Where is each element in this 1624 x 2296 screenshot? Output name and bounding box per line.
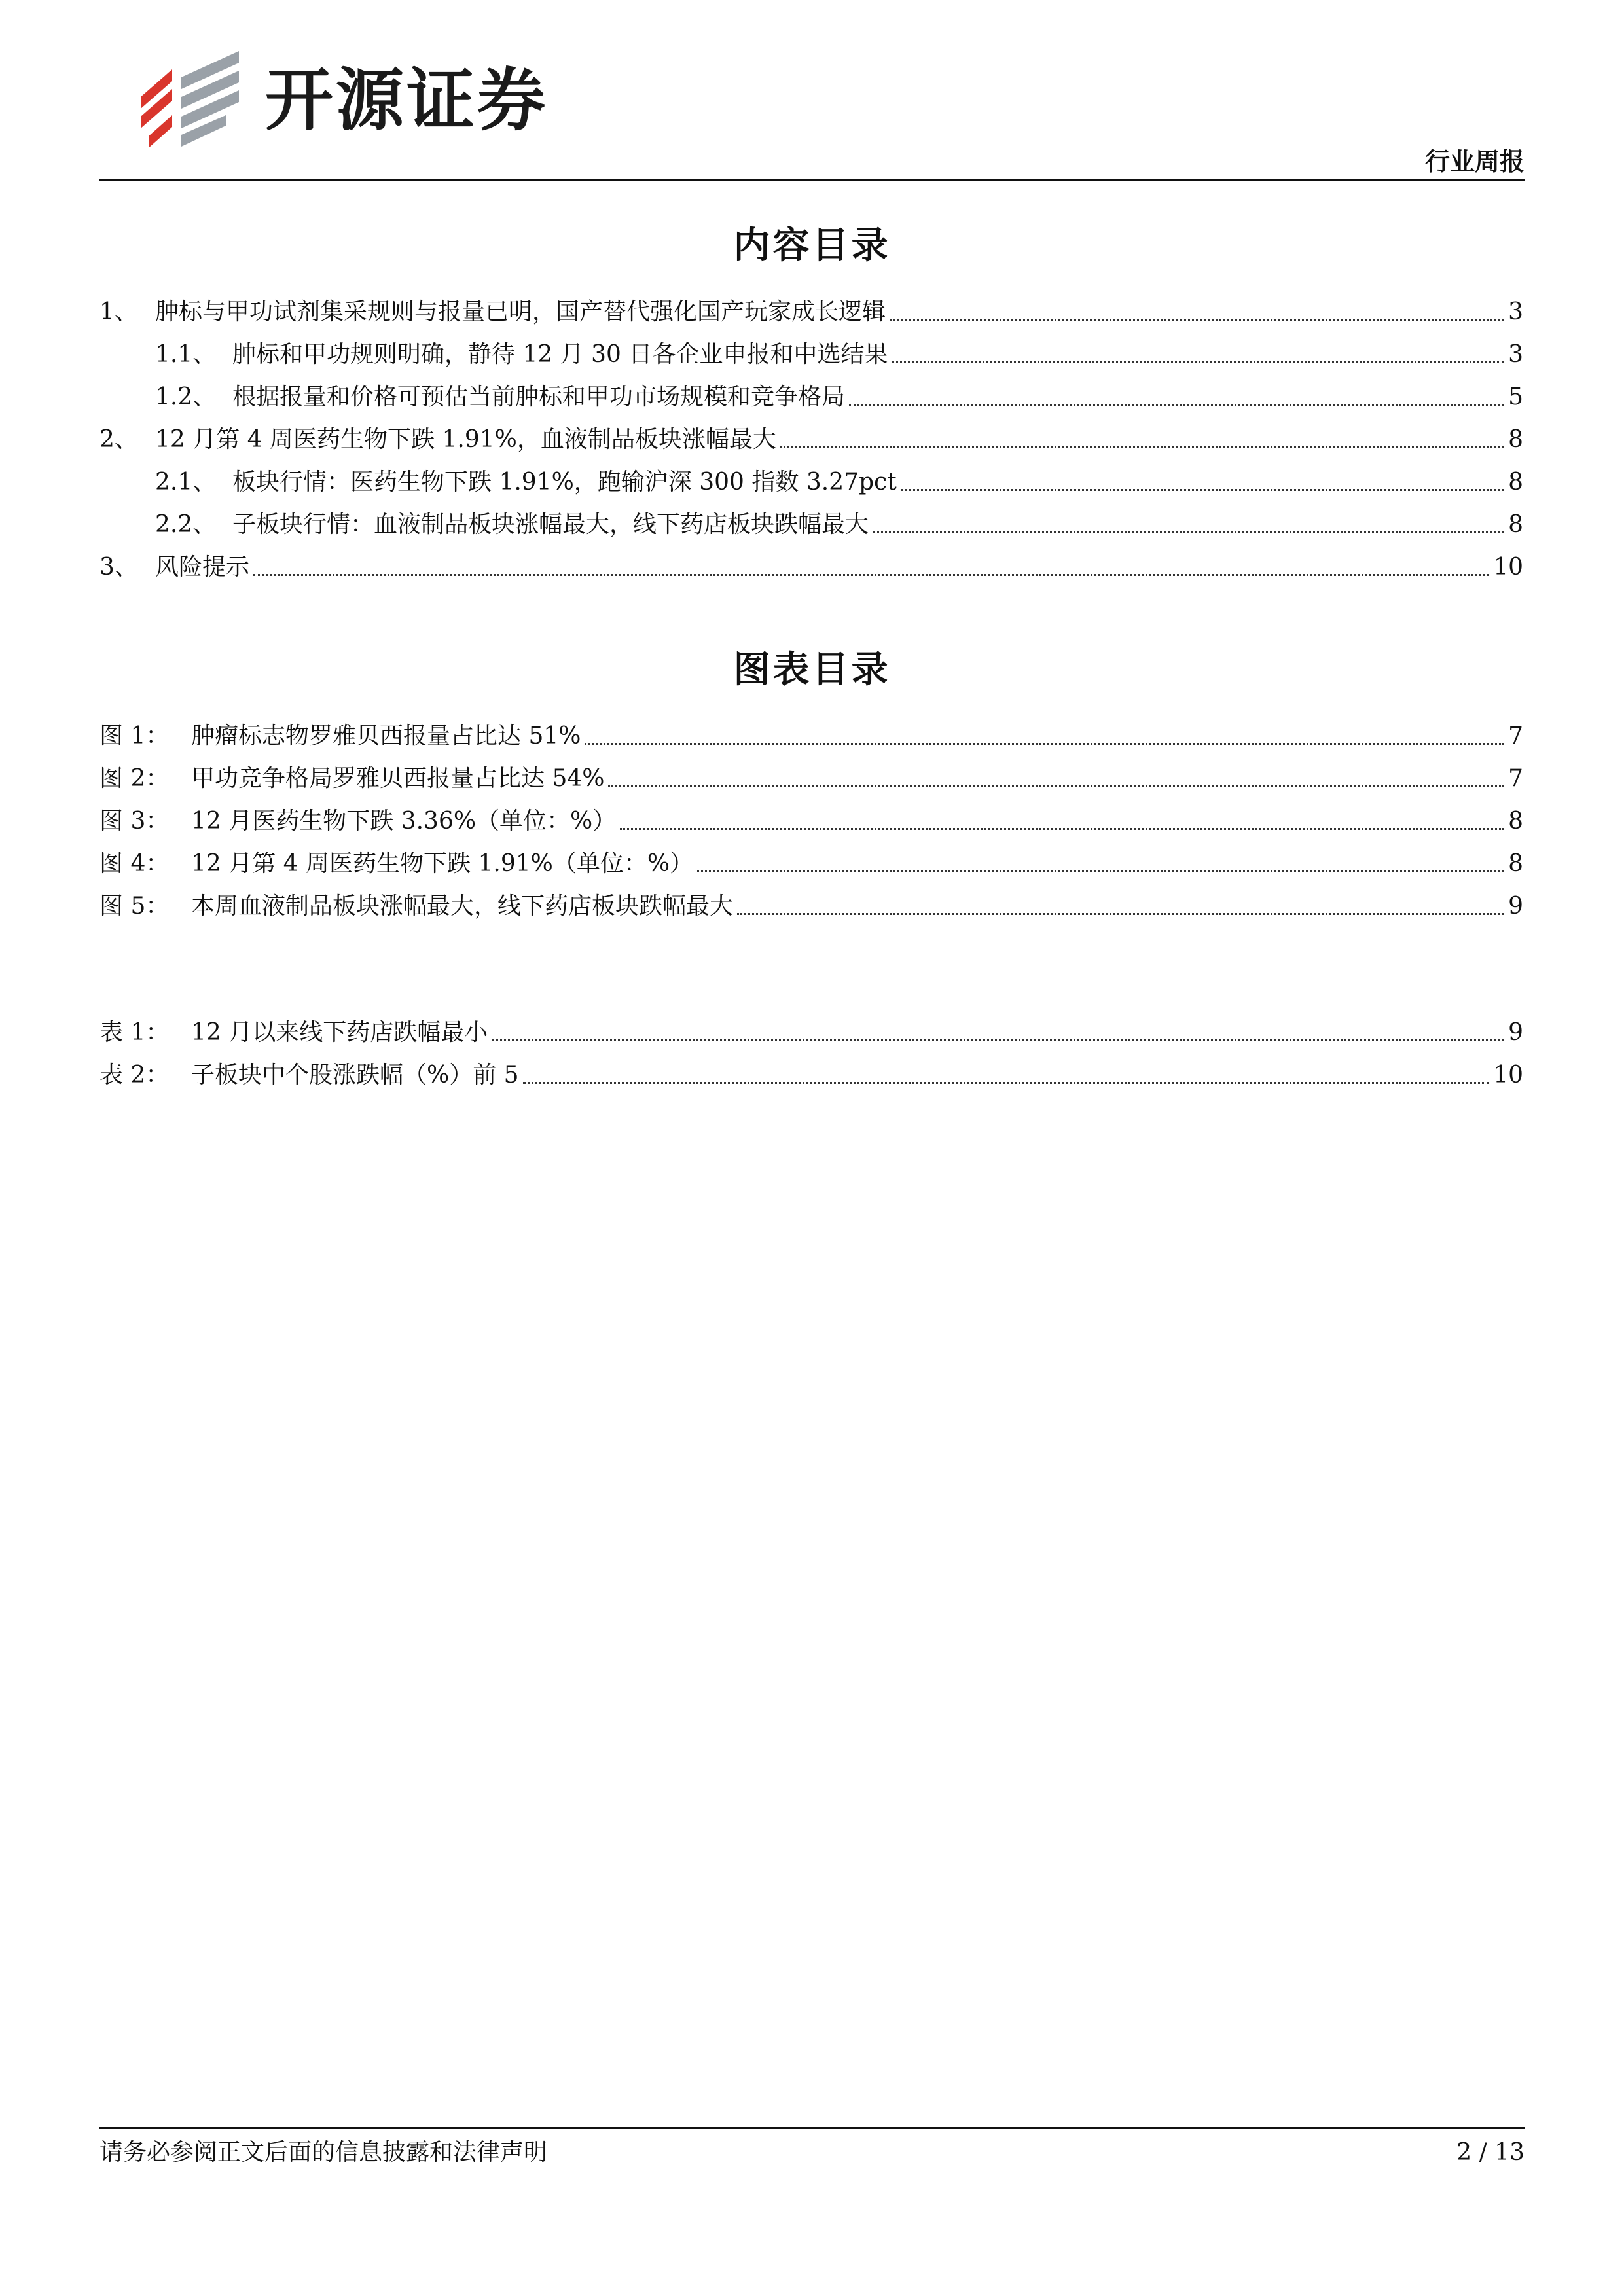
toc-entry-number: 3、 [99, 554, 138, 581]
figure-list-title: 图表目录 [733, 648, 891, 691]
figure-entry[interactable] [99, 761, 1523, 797]
table-entry-label: 子板块中个股涨跌幅（%）前 5 [191, 1062, 519, 1088]
figure-entry-number: 图 3： [99, 808, 170, 834]
toc-entry-page: 3 [1508, 298, 1523, 325]
toc-entry-label: 根据报量和价格可预估当前肿标和甲功市场规模和竞争格局 [232, 384, 846, 410]
page-indicator: 2 / 13 [1456, 2139, 1525, 2166]
toc-entry-page: 8 [1508, 426, 1523, 453]
toc-entry-page: 10 [1493, 554, 1523, 581]
footer-disclaimer: 请务必参阅正文后面的信息披露和法律声明 [99, 2139, 548, 2166]
report-type-label: 行业周报 [1424, 147, 1525, 176]
dot-leader [697, 870, 1504, 872]
figure-entry-label: 甲功竞争格局罗雅贝西报量占比达 54% [191, 765, 605, 792]
toc-entry-number: 1.2、 [155, 384, 217, 410]
figure-entry-label: 12 月第 4 周医药生物下跌 1.91%（单位：%） [191, 850, 694, 877]
toc-entry-number: 1、 [99, 298, 138, 325]
company-logo [134, 51, 605, 149]
figure-entry-page: 9 [1508, 893, 1523, 920]
toc-entry-page: 8 [1508, 469, 1523, 495]
dot-leader [892, 361, 1504, 363]
figure-entry-page: 8 [1508, 808, 1523, 834]
figure-entry-label: 肿瘤标志物罗雅贝西报量占比达 51% [191, 723, 581, 749]
dot-leader [523, 1082, 1490, 1084]
table-entry-page: 10 [1493, 1062, 1523, 1088]
toc-entry-number: 2、 [99, 426, 138, 453]
toc-entry[interactable] [99, 380, 1523, 415]
dot-leader [873, 531, 1504, 533]
dot-leader [901, 489, 1504, 491]
table-entry-page: 9 [1508, 1019, 1523, 1046]
toc-entry-number: 2.1、 [155, 469, 217, 495]
figure-entry-number: 图 4： [99, 850, 170, 877]
toc-entry-page: 5 [1508, 384, 1523, 410]
table-entry-label: 12 月以来线下药店跌幅最小 [191, 1019, 488, 1046]
toc-entry[interactable] [99, 550, 1523, 585]
toc-entry-label: 板块行情：医药生物下跌 1.91%，跑输沪深 300 指数 3.27pct [232, 469, 897, 495]
table-entry-number: 表 2： [99, 1062, 170, 1088]
dot-leader [849, 404, 1504, 406]
toc-entry-number: 2.2、 [155, 511, 217, 538]
brand-name: 开源证券 [265, 60, 549, 140]
figure-entry-number: 图 1： [99, 723, 170, 749]
toc-entry-number: 1.1、 [155, 341, 217, 368]
figure-entry[interactable] [99, 719, 1523, 754]
toc-title: 内容目录 [733, 224, 891, 267]
toc-entry[interactable] [99, 465, 1523, 500]
toc-entry-label: 肿标和甲功规则明确，静待 12 月 30 日各企业申报和中选结果 [232, 341, 888, 368]
dot-leader [737, 913, 1504, 915]
dot-leader [253, 574, 1489, 576]
dot-leader [492, 1039, 1504, 1041]
dot-leader [620, 828, 1504, 830]
dot-leader [890, 319, 1504, 321]
toc-entry-label: 12 月第 4 周医药生物下跌 1.91%，血液制品板块涨幅最大 [155, 426, 776, 453]
figure-entry-number: 图 2： [99, 765, 170, 792]
toc-entry-page: 8 [1508, 511, 1523, 538]
header-divider [99, 179, 1525, 181]
figure-entry-label: 12 月医药生物下跌 3.36%（单位：%） [191, 808, 617, 834]
footer-divider [99, 2127, 1525, 2129]
toc-entry-page: 3 [1508, 341, 1523, 368]
dot-leader [608, 785, 1504, 787]
dot-leader [780, 446, 1504, 448]
toc-entry[interactable] [99, 507, 1523, 543]
table-entry[interactable] [99, 1015, 1523, 1050]
table-entry-number: 表 1： [99, 1019, 170, 1046]
figure-entry[interactable] [99, 846, 1523, 882]
figure-entry-page: 8 [1508, 850, 1523, 877]
figure-entry-number: 图 5： [99, 893, 170, 920]
toc-entry-label: 子板块行情：血液制品板块涨幅最大，线下药店板块跌幅最大 [232, 511, 869, 538]
figure-entry-page: 7 [1508, 765, 1523, 792]
table-entry[interactable] [99, 1058, 1523, 1093]
figure-entry-label: 本周血液制品板块涨幅最大，线下药店板块跌幅最大 [191, 893, 734, 920]
toc-entry[interactable] [99, 422, 1523, 457]
toc-entry[interactable] [99, 337, 1523, 372]
toc-entry-label: 风险提示 [155, 554, 250, 581]
toc-entry-label: 肿标与甲功试剂集采规则与报量已明，国产替代强化国产玩家成长逻辑 [155, 298, 886, 325]
dot-leader [585, 743, 1504, 745]
figure-entry[interactable] [99, 889, 1523, 924]
toc-entry[interactable] [99, 295, 1523, 330]
figure-entry[interactable] [99, 804, 1523, 839]
figure-entry-page: 7 [1508, 723, 1523, 749]
kaiyuan-logo-icon [134, 51, 249, 149]
